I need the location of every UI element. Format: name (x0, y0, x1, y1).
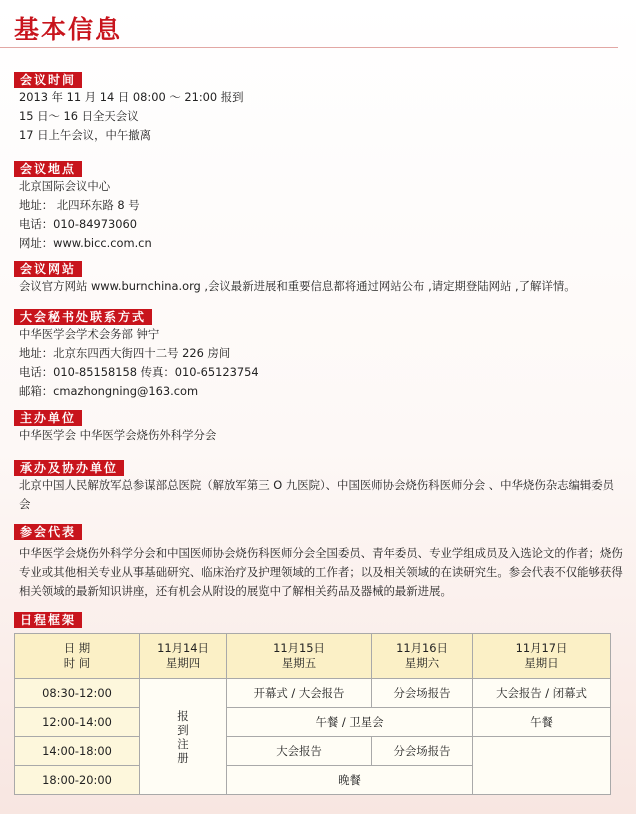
time-slot: 18:00-20:00 (15, 766, 140, 795)
day-weekday: 星期六 (404, 656, 440, 670)
text-line: 地址： 北四环东路 8 号 (19, 198, 140, 212)
day-date: 11月15日 (273, 641, 325, 655)
day-weekday: 星期四 (165, 656, 201, 670)
text-line: 17 日上午会议，中午撤离 (19, 128, 152, 142)
table-row (15, 634, 611, 679)
day-date: 11月16日 (396, 641, 448, 655)
section-meeting-time (14, 69, 624, 145)
section-label-venue: 会议地点 (14, 161, 82, 177)
event-cell: 大会报告 (227, 737, 372, 766)
corner-date-label: 日 期 (63, 641, 91, 655)
title-divider (0, 47, 618, 48)
event-cell: 分会场报告 (372, 737, 473, 766)
text-line: 邮箱：cmazhongning@163.com (19, 384, 199, 398)
registration-cell (140, 679, 227, 795)
section-attendees (14, 521, 624, 601)
text-line: 中华医学会学术会务部 钟宁 (19, 327, 160, 341)
text-line: 电话：010-84973060 (19, 217, 138, 231)
day-header (473, 634, 611, 679)
text-line: 中华医学会烧伤外科学分会和中国医师协会烧伤科医师分会全国委员、青年委员、专业学组成员及入选论文的作者；烧伤专业或其他相关专业从事基础研究、临床治疗及护理领域的工作者；以及相关领域的在读研究生。参会代表不仅能够获得相关领域的最新知识讲座，还有机会从附设的展览中了解相关药品及器械的最新进展。 (19, 546, 623, 598)
time-slot: 14:00-18:00 (15, 737, 140, 766)
table-row (15, 708, 611, 737)
table-row (15, 737, 611, 766)
section-label-organizer: 承办及协办单位 (14, 460, 124, 476)
meeting-time-text (19, 88, 624, 145)
page-title: 基本信息 (14, 15, 123, 44)
section-label-attendees: 参会代表 (14, 524, 82, 540)
text-line: 电话：010-85158158 传真：010-65123754 (19, 365, 259, 379)
event-cell: 开幕式 / 大会报告 (227, 679, 372, 708)
section-label-secretariat: 大会秘书处联系方式 (14, 309, 152, 325)
section-label-schedule: 日程框架 (14, 612, 82, 628)
registration-char: 报 (177, 708, 189, 723)
event-cell: 分会场报告 (372, 679, 473, 708)
attendees-text (19, 544, 624, 601)
event-cell: 晚餐 (227, 766, 473, 795)
day-header (140, 634, 227, 679)
text-line: 网址：www.bicc.com.cn (19, 236, 152, 250)
day-header (372, 634, 473, 679)
section-label-website: 会议网站 (14, 261, 82, 277)
section-secretariat (14, 306, 624, 401)
empty-cell (473, 737, 611, 795)
section-label-host: 主办单位 (14, 410, 82, 426)
text-line: 北京中国人民解放军总参谋部总医院（解放军第三 O 九医院）、中国医师协会烧伤科医师分会 、中华烧伤杂志编辑委员会 (19, 478, 615, 511)
registration-char: 注 (177, 736, 189, 751)
text-line: 2013 年 11 月 14 日 08:00 ～ 21:00 报到 (19, 90, 244, 104)
event-cell: 午餐 / 卫星会 (227, 708, 473, 737)
organizer-text (19, 476, 624, 514)
section-label-meeting-time: 会议时间 (14, 72, 82, 88)
section-host (14, 407, 624, 445)
text-line: 15 日～ 16 日全天会议 (19, 109, 139, 123)
registration-char: 到 (177, 722, 189, 737)
section-schedule (14, 609, 624, 628)
time-slot: 12:00-14:00 (15, 708, 140, 737)
corner-cell (15, 634, 140, 679)
table-row (15, 679, 611, 708)
day-date: 11月14日 (157, 641, 209, 655)
text-line: 北京国际会议中心 (19, 179, 111, 193)
time-slot: 08:30-12:00 (15, 679, 140, 708)
day-header (227, 634, 372, 679)
day-date: 11月17日 (515, 641, 568, 655)
section-venue (14, 158, 624, 253)
text-line: 中华医学会 中华医学会烧伤外科学分会 (19, 428, 217, 442)
section-organizer (14, 457, 624, 514)
day-weekday: 星期日 (524, 656, 559, 670)
host-text (19, 426, 624, 445)
section-website (14, 258, 624, 296)
secretariat-text (19, 325, 624, 401)
text-line: 地址：北京东四西大街四十二号 226 房间 (19, 346, 231, 360)
website-text (19, 277, 624, 296)
corner-time-label: 时 间 (63, 656, 91, 670)
day-weekday: 星期五 (281, 656, 317, 670)
event-cell: 午餐 (473, 708, 611, 737)
event-cell: 大会报告 / 闭幕式 (473, 679, 611, 708)
registration-char: 册 (177, 750, 189, 765)
venue-text (19, 177, 624, 253)
schedule-table (14, 633, 611, 795)
text-line: 会议官方网站 www.burnchina.org ,会议最新进展和重要信息都将通过网站公布 ,请定期登陆网站 ,了解详情。 (19, 279, 576, 293)
